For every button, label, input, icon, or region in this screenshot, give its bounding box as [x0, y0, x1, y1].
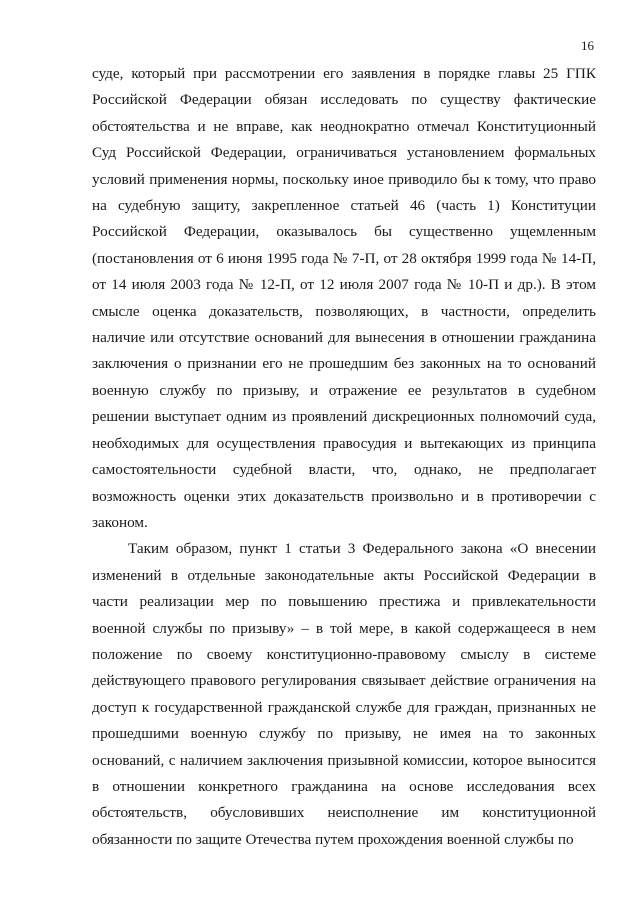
- body-text: [92, 61, 596, 853]
- paragraph-continuation: суде, который при рассмотрении его заявления в порядке главы 25 ГПК Российской Федерации обязан исследовать по существу фактические обстоятельства и не вправе, как неоднократно отмечал Конституционный Суд Российской Федерации, ограничиваться установлением формальных условий применения нормы, поскольку иное приводило бы к тому, что право на судебную защиту, закрепленное статьей 46 (часть 1) Конституции Российской Федерации, оказывалось бы существенно ущемленным (постановления от 6 июня 1995 года № 7-П, от 28 октября 1999 года № 14-П, от 14 июля 2003 года № 12-П, от 12 июля 2007 года № 10-П и др.). В этом смысле оценка доказательств, позволяющих, в частности, определить наличие или отсутствие оснований для вынесения в отношении гражданина заключения о признании его не прошедшим без законных на то оснований военную службу по призыву, и отражение ее результатов в судебном решении выступает одним из проявлений дискреционных полномочий суда, необходимых для осуществления правосудия и вытекающих из принципа самостоятельности судебной власти, что, однако, не предполагает возможность оценки этих доказательств произвольно и в противоречии с законом.: [92, 65, 596, 531]
- paragraph-conclusion: Таким образом, пункт 1 статьи 3 Федерального закона «О внесении изменений в отдельные законодательные акты Российской Федерации в части реализации мер по повышению престижа и привлекательности военной службы по призыву» – в той мере, в какой содержащееся в нем положение по своему конституционно-правовому смыслу в системе действующего правового регулирования связывает действие ограничения на доступ к государственной гражданской службе для граждан, признанных не прошедшими военную службу по призыву, не имея на то законных оснований, с наличием заключения призывной комиссии, которое выносится в отношении конкретного гражданина на основе исследования всех обстоятельств, обусловивших неисполнение им конституционной обязанности по защите Отечества путем прохождения военной службы по: [92, 540, 596, 848]
- page-number: 16: [581, 38, 594, 53]
